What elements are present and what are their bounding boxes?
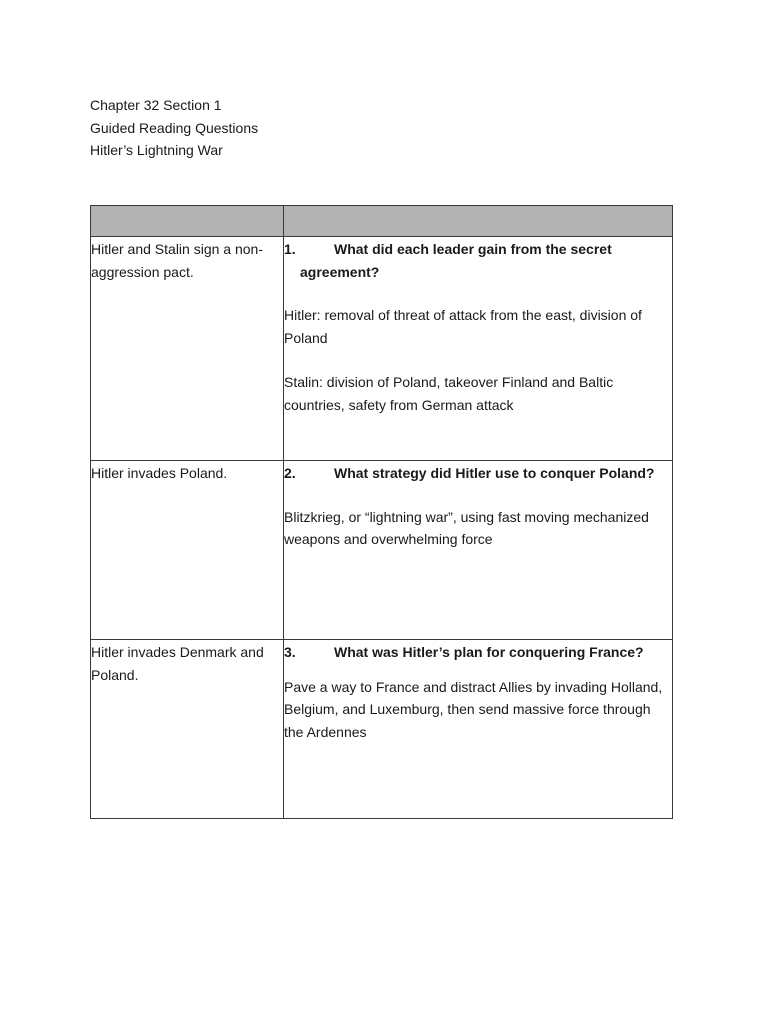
question: [284, 640, 670, 664]
question-cell: [284, 461, 673, 640]
question: [284, 237, 670, 283]
event-cell: [91, 237, 284, 461]
question-text: What did each leader gain from the secret agreement?: [300, 241, 612, 280]
event-cell: [91, 640, 284, 819]
event-text: Hitler invades Poland.: [91, 465, 228, 481]
question-cell: [284, 640, 673, 819]
header-cell-event: [91, 206, 284, 237]
table-row: [91, 237, 673, 461]
topic-line: Hitler’s Lightning War: [90, 142, 223, 158]
table-row: [91, 640, 673, 819]
question: [284, 461, 670, 485]
table-header-row: [91, 206, 673, 237]
answer-text: Hitler: removal of threat of attack from the east, division of Poland: [284, 307, 642, 346]
event-text: Hitler invades Denmark and Poland.: [91, 644, 264, 683]
question-text: What strategy did Hitler use to conquer Poland?: [334, 465, 655, 481]
question-text: What was Hitler’s plan for conquering France?: [334, 644, 644, 660]
subtitle-line: Guided Reading Questions: [90, 119, 259, 136]
header-cell-question: [284, 206, 673, 237]
event-cell: [91, 461, 284, 640]
table-row: [91, 461, 673, 640]
answer-text: Pave a way to France and distract Allies by invading Holland, Belgium, and Luxemburg, then send massive force through the Ardennes: [284, 678, 663, 740]
guided-reading-table: [90, 205, 673, 819]
question-number: 2.: [284, 465, 296, 481]
answer-text: Stalin: division of Poland, takeover Finland and Baltic countries, safety from German attack: [284, 374, 614, 413]
question-number: 3.: [284, 644, 296, 660]
question-number: 1.: [284, 241, 296, 257]
chapter-line: Chapter 32 Section 1: [90, 97, 222, 113]
question-cell: [284, 237, 673, 461]
document-heading: [90, 94, 258, 162]
answer-text: Blitzkrieg, or “lightning war”, using fast moving mechanized weapons and overwhelming force: [284, 508, 649, 547]
event-text: Hitler and Stalin sign a non-aggression pact.: [91, 241, 263, 280]
